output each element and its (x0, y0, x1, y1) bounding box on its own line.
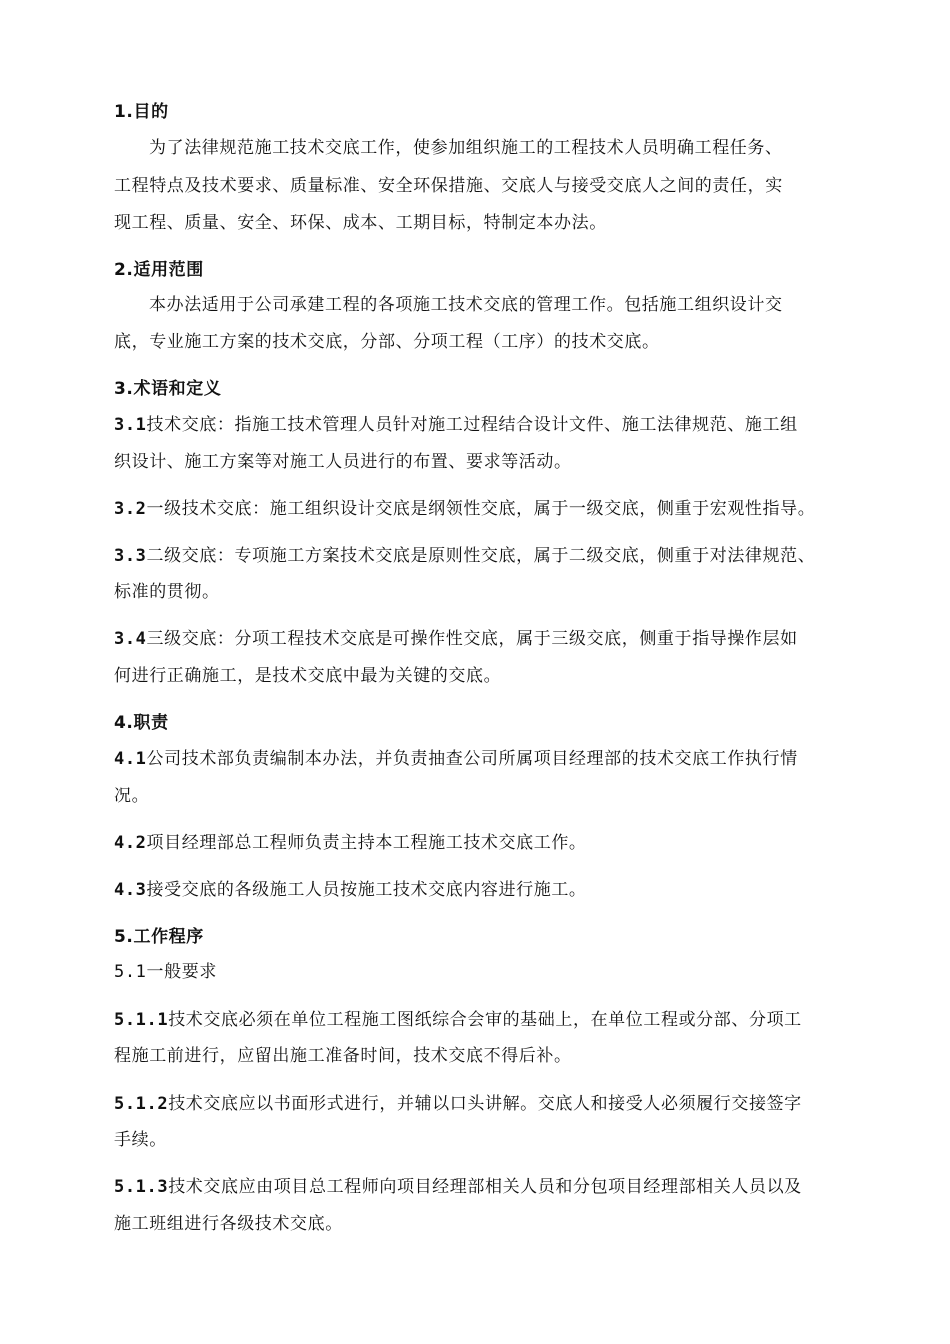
clause-3-1-number: 3.1 (114, 415, 147, 435)
clause-3-4 (114, 628, 798, 650)
clause-5-1-2-number: 5.1.2 (114, 1094, 169, 1114)
clause-3-3-line-2: 标准的贯彻。 (114, 582, 220, 602)
section-5-title: 5.工作程序 (114, 927, 204, 947)
clause-4-3-text: 接受交底的各级施工人员按施工技术交底内容进行施工。 (146, 880, 587, 900)
clause-4-3 (114, 879, 587, 901)
clause-5-1-number: 5.1 (114, 962, 147, 982)
section-1-title: 1.目的 (114, 102, 169, 122)
clause-3-2-text: 一级技术交底：施工组织设计交底是纲领性交底，属于一级交底，侧重于宏观性指导。 (146, 499, 816, 519)
section-4-title: 4.职责 (114, 713, 169, 733)
section-1-line-1: 为了法律规范施工技术交底工作，使参加组织施工的工程技术人员明确工程任务、 (149, 138, 783, 158)
clause-3-1-text: 技术交底：指施工技术管理人员针对施工过程结合设计文件、施工法律规范、施工组 (146, 415, 798, 435)
clause-3-3-number: 3.3 (114, 546, 147, 566)
section-1-line-3: 现工程、质量、安全、环保、成本、工期目标，特制定本办法。 (114, 213, 607, 233)
clause-4-2-number: 4.2 (114, 833, 147, 853)
clause-5-1 (114, 961, 217, 983)
section-2-title: 2.适用范围 (114, 260, 204, 280)
clause-5-1-1-line-2: 程施工前进行，应留出施工准备时间，技术交底不得后补。 (114, 1046, 572, 1066)
section-2-line-2: 底，专业施工方案的技术交底，分部、分项工程（工序）的技术交底。 (114, 332, 660, 352)
clause-3-1-line-2: 织设计、施工方案等对施工人员进行的布置、要求等活动。 (114, 452, 572, 472)
clause-3-2-number: 3.2 (114, 499, 147, 519)
clause-4-2 (114, 832, 587, 854)
clause-5-1-3-line-2: 施工班组进行各级技术交底。 (114, 1214, 343, 1234)
clause-4-3-number: 4.3 (114, 880, 147, 900)
clause-5-1-2-line-2: 手续。 (114, 1130, 167, 1150)
clause-3-3-text: 二级交底：专项施工方案技术交底是原则性交底，属于二级交底，侧重于对法律规范、 (146, 546, 816, 566)
clause-4-1-line-2: 况。 (114, 786, 150, 806)
section-2-line-1: 本办法适用于公司承建工程的各项施工技术交底的管理工作。包括施工组织设计交 (149, 295, 783, 315)
clause-3-4-number: 3.4 (114, 629, 147, 649)
clause-5-1-2-text: 技术交底应以书面形式进行，并辅以口头讲解。交底人和接受人必须履行交接签字 (168, 1094, 802, 1114)
clause-5-1-1-text: 技术交底必须在单位工程施工图纸综合会审的基础上，在单位工程或分部、分项工 (168, 1010, 802, 1030)
clause-3-1 (114, 414, 798, 436)
clause-4-1-text: 公司技术部负责编制本办法，并负责抽查公司所属项目经理部的技术交底工作执行情 (146, 749, 798, 769)
clause-4-2-text: 项目经理部总工程师负责主持本工程施工技术交底工作。 (146, 833, 587, 853)
clause-5-1-1-number: 5.1.1 (114, 1010, 169, 1030)
clause-5-1-1 (114, 1009, 802, 1031)
clause-5-1-3 (114, 1176, 802, 1198)
clause-4-1 (114, 748, 798, 770)
clause-5-1-text: 一般要求 (146, 962, 217, 982)
clause-3-2 (114, 498, 815, 520)
clause-3-4-text: 三级交底：分项工程技术交底是可操作性交底，属于三级交底，侧重于指导操作层如 (146, 629, 798, 649)
section-3-title: 3.术语和定义 (114, 379, 222, 399)
clause-5-1-3-number: 5.1.3 (114, 1177, 169, 1197)
clause-5-1-3-text: 技术交底应由项目总工程师向项目经理部相关人员和分包项目经理部相关人员以及 (168, 1177, 802, 1197)
section-1-line-2: 工程特点及技术要求、质量标准、安全环保措施、交底人与接受交底人之间的责任，实 (114, 176, 783, 196)
clause-3-4-line-2: 何进行正确施工，是技术交底中最为关键的交底。 (114, 666, 502, 686)
clause-3-3 (114, 545, 815, 567)
clause-5-1-2 (114, 1093, 802, 1115)
clause-4-1-number: 4.1 (114, 749, 147, 769)
